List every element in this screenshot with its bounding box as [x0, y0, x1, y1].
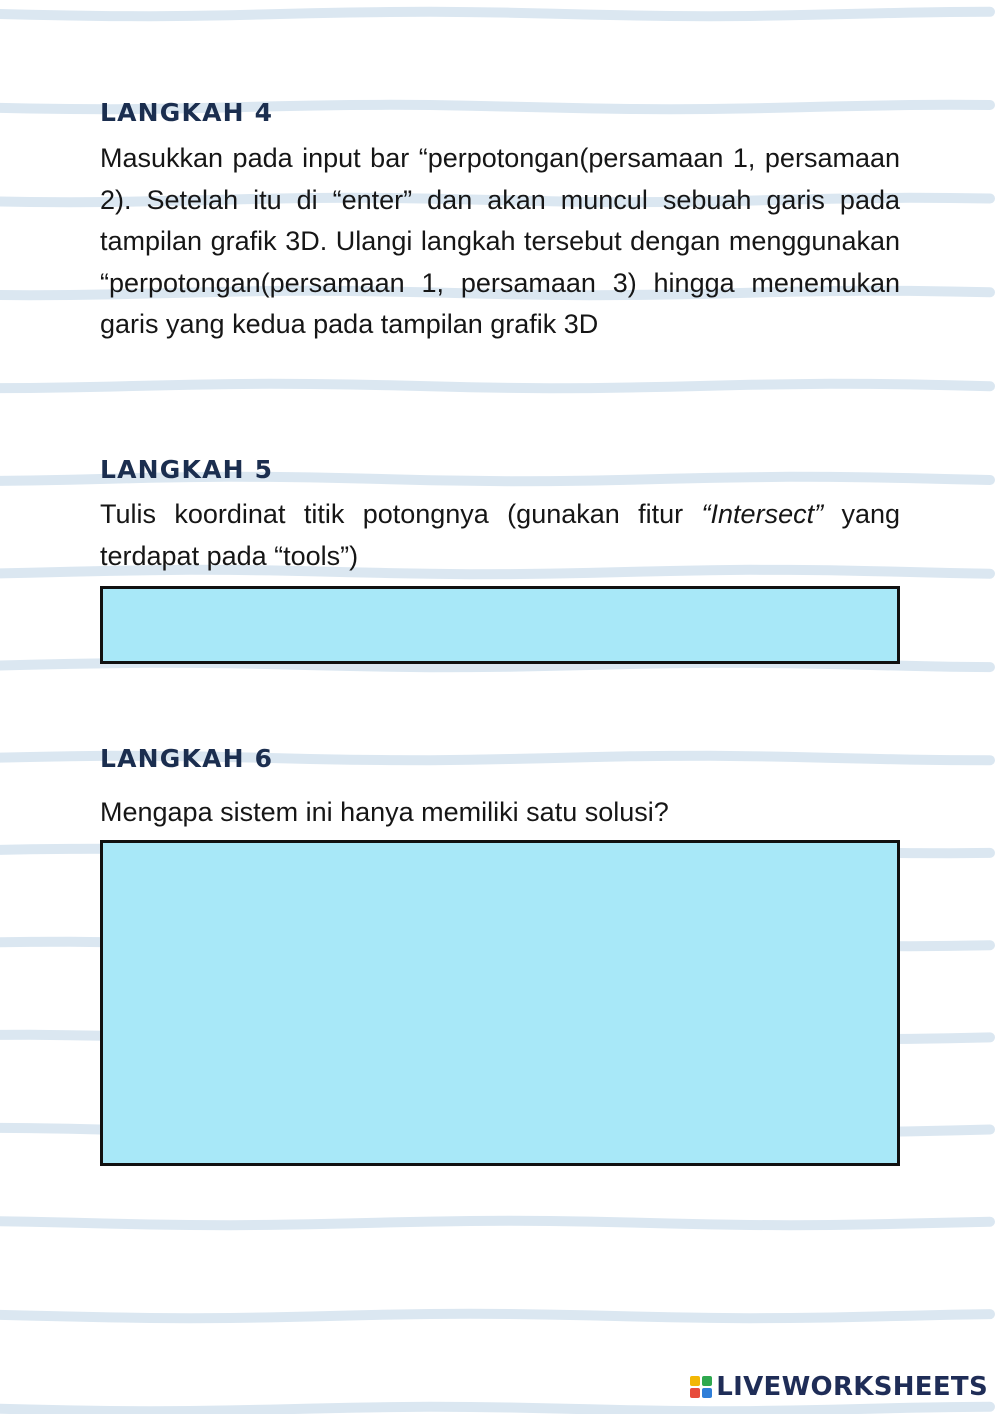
- step-6-answer-box[interactable]: [100, 840, 900, 1166]
- step-6-question: Mengapa sistem ini hanya memiliki satu solusi?: [100, 797, 669, 827]
- step-5-intersect-term: “Intersect”: [701, 499, 824, 529]
- liveworksheets-logo-text: LIVEWORKSHEETS: [716, 1372, 988, 1402]
- step-4-instructions: Masukkan pada input bar “perpotongan(persamaan 1, persamaan 2). Setelah itu di “enter” dan akan muncul sebuah garis pada tampilan grafik 3D. Ulangi langkah tersebut dengan menggunakan “perpotongan(persamaan 1, persamaan 3) hingga menemukan garis yang kedua pada tampilan grafik 3D: [100, 143, 900, 340]
- step-5-text-part-2: yang terdapat pada “tools”): [100, 499, 901, 571]
- step-6-heading: LANGKAH 6: [100, 744, 274, 773]
- step-5-heading: LANGKAH 5: [100, 455, 274, 484]
- step-5-answer-box[interactable]: [100, 586, 900, 664]
- step-5-instructions: [100, 494, 900, 577]
- step-5-text-part-1: Tulis koordinat titik potongnya (gunakan fitur: [100, 499, 702, 529]
- step-4-heading: LANGKAH 4: [100, 98, 274, 127]
- liveworksheets-logo: [690, 1372, 988, 1402]
- liveworksheets-logo-icon: [690, 1376, 712, 1398]
